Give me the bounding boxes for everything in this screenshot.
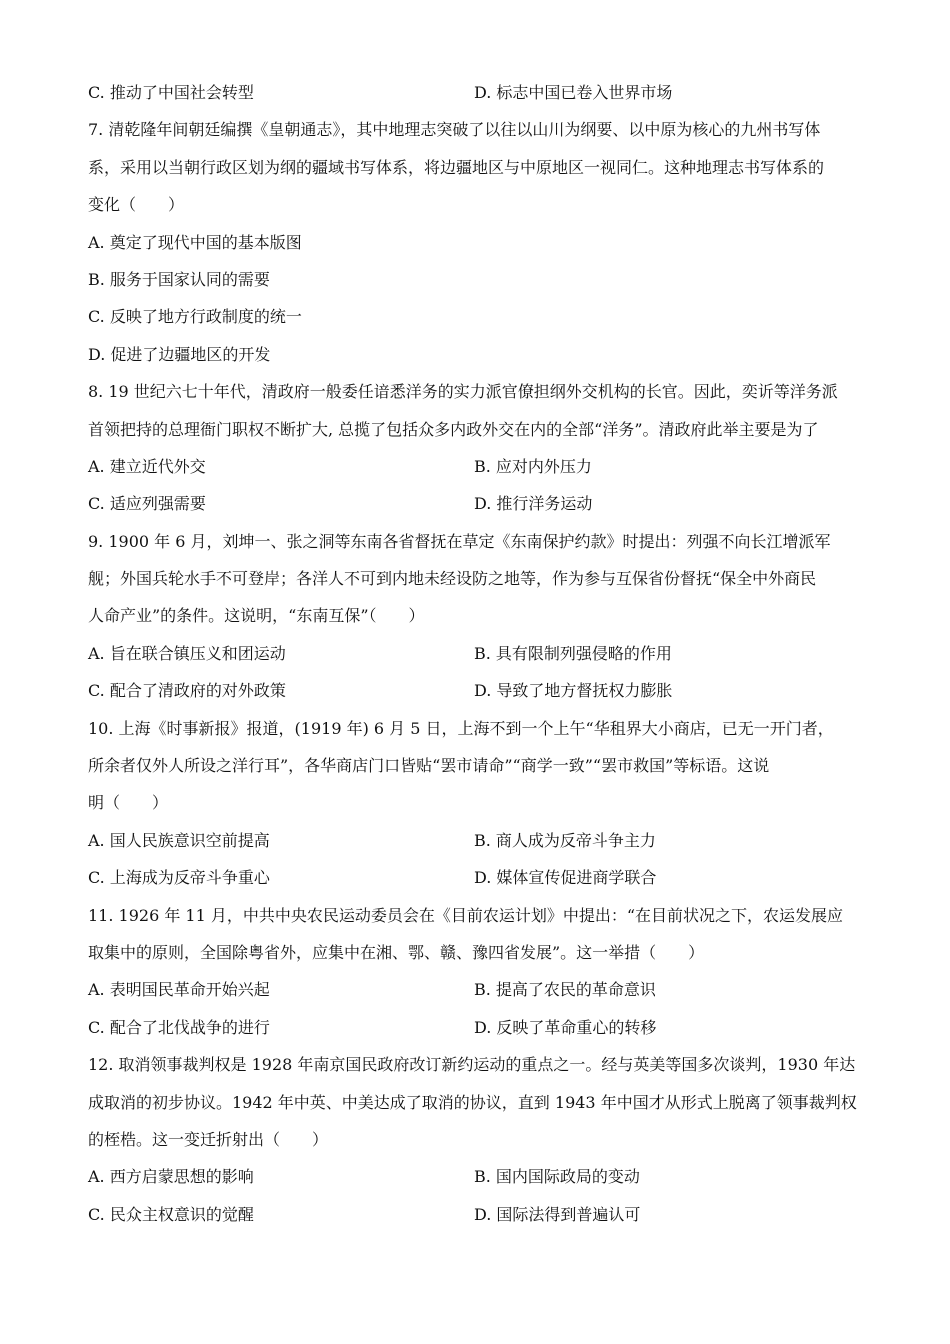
question-text-line: 11. 1926 年 11 月，中共中央农民运动委员会在《目前农运计划》中提出：“在目前状况之下，农运发展应 — [88, 905, 844, 925]
question-7 — [88, 111, 868, 373]
option-a: A. 国人民族意识空前提高 — [88, 830, 270, 850]
option-row — [88, 635, 868, 672]
question-text-line: 10. 上海《时事新报》报道，(1919 年) 6 月 5 日，上海不到一个上午“华租界大小商店，已无一开门者， — [88, 718, 834, 738]
option-row — [88, 1196, 868, 1233]
question-text-line: 9. 1900 年 6 月，刘坤一、张之洞等东南各省督抚在草定《东南保护约款》时提出：列强不向长江增派军 — [88, 531, 831, 551]
question-11 — [88, 897, 868, 1047]
option-a: A. 奠定了现代中国的基本版图 — [88, 232, 302, 252]
option-row — [88, 822, 868, 859]
option-d: D. 反映了革命重心的转移 — [474, 1017, 657, 1037]
question-9 — [88, 523, 868, 710]
option-b: B. 商人成为反帝斗争主力 — [474, 830, 656, 850]
option-c: C. 上海成为反帝斗争重心 — [88, 868, 270, 888]
question-text-line: 的桎梏。这一变迁折射出（ ） — [88, 1129, 329, 1149]
option-row — [88, 672, 868, 709]
option-d: D. 国际法得到普遍认可 — [474, 1204, 641, 1224]
option-d: D. 媒体宣传促进商学联合 — [474, 868, 657, 888]
question-text-line: 8. 19 世纪六七十年代，清政府一般委任谙悉洋务的实力派官僚担纲外交机构的长官。因此，奕䜣等洋务派 — [88, 382, 838, 402]
option-c: C. 适应列强需要 — [88, 494, 206, 514]
option-c: C. 民众主权意识的觉醒 — [88, 1204, 254, 1224]
exam-content — [88, 74, 868, 1233]
option-row — [88, 971, 868, 1008]
option-a: A. 建立近代外交 — [88, 456, 206, 476]
question-text-line: 取集中的原则，全国除粤省外，应集中在湘、鄂、赣、豫四省发展”。这一举措（ ） — [88, 942, 705, 962]
option-b: B. 国内国际政局的变动 — [474, 1167, 640, 1187]
option-row — [88, 448, 868, 485]
question-10 — [88, 710, 868, 897]
question-text-line: 成取消的初步协议。1942 年中英、中美达成了取消的协议，直到 1943 年中国才从形式上脱离了领事裁判权 — [88, 1092, 857, 1112]
question-text-line: 所余者仅外人所设之洋行耳”，各华商店门口皆贴“罢市请命”“商学一致”“罢市救国”等标语。这说 — [88, 756, 770, 776]
option-b: B. 服务于国家认同的需要 — [88, 269, 270, 289]
option-row — [88, 485, 868, 522]
question-text-line: 人命产业”的条件。这说明，“东南互保”（ ） — [88, 606, 425, 626]
question-text-line: 7. 清乾隆年间朝廷编撰《皇朝通志》，其中地理志突破了以往以山川为纲要、以中原为核心的九州书写体 — [88, 120, 821, 140]
option-d: D. 导致了地方督抚权力膨胀 — [474, 681, 673, 701]
question-text-line: 12. 取消领事裁判权是 1928 年南京国民政府改订新约运动的重点之一。经与英美等国多次谈判，1930 年达 — [88, 1055, 856, 1075]
option-d: D. 促进了边疆地区的开发 — [88, 344, 271, 364]
question-text-line: 首领把持的总理衙门职权不断扩大, 总揽了包括众多内政外交在内的全部“洋务”。清政府此举主要是为了 — [88, 419, 819, 439]
option-row — [88, 859, 868, 896]
option-d: D. 标志中国已卷入世界市场 — [474, 83, 673, 102]
option-d: D. 推行洋务运动 — [474, 494, 593, 514]
option-b: B. 具有限制列强侵略的作用 — [474, 643, 672, 663]
option-b: B. 提高了农民的革命意识 — [474, 980, 656, 1000]
option-c: C. 配合了北伐战争的进行 — [88, 1017, 270, 1037]
option-a: A. 表明国民革命开始兴起 — [88, 980, 270, 1000]
option-c: C. 配合了清政府的对外政策 — [88, 681, 286, 701]
option-row — [88, 1009, 868, 1046]
option-b: B. 应对内外压力 — [474, 456, 592, 476]
option-row — [88, 74, 868, 111]
question-12 — [88, 1046, 868, 1233]
option-a: A. 旨在联合镇压义和团运动 — [88, 643, 286, 663]
question-text-line: 变化（ ） — [88, 195, 185, 215]
option-c: C. 反映了地方行政制度的统一 — [88, 307, 302, 327]
question-text-line: 舰；外国兵轮水手不可登岸；各洋人不可到内地未经设防之地等，作为参与互保省份督抚“保全中外商民 — [88, 569, 817, 589]
option-a: A. 西方启蒙思想的影响 — [88, 1167, 254, 1187]
option-row — [88, 1158, 868, 1195]
option-c: C. 推动了中国社会转型 — [88, 83, 254, 102]
question-text-line: 明（ ） — [88, 793, 169, 813]
question-text-line: 系，采用以当朝行政区划为纲的疆域书写体系，将边疆地区与中原地区一视同仁。这种地理志书写体系的 — [88, 157, 825, 177]
question-8 — [88, 373, 868, 523]
